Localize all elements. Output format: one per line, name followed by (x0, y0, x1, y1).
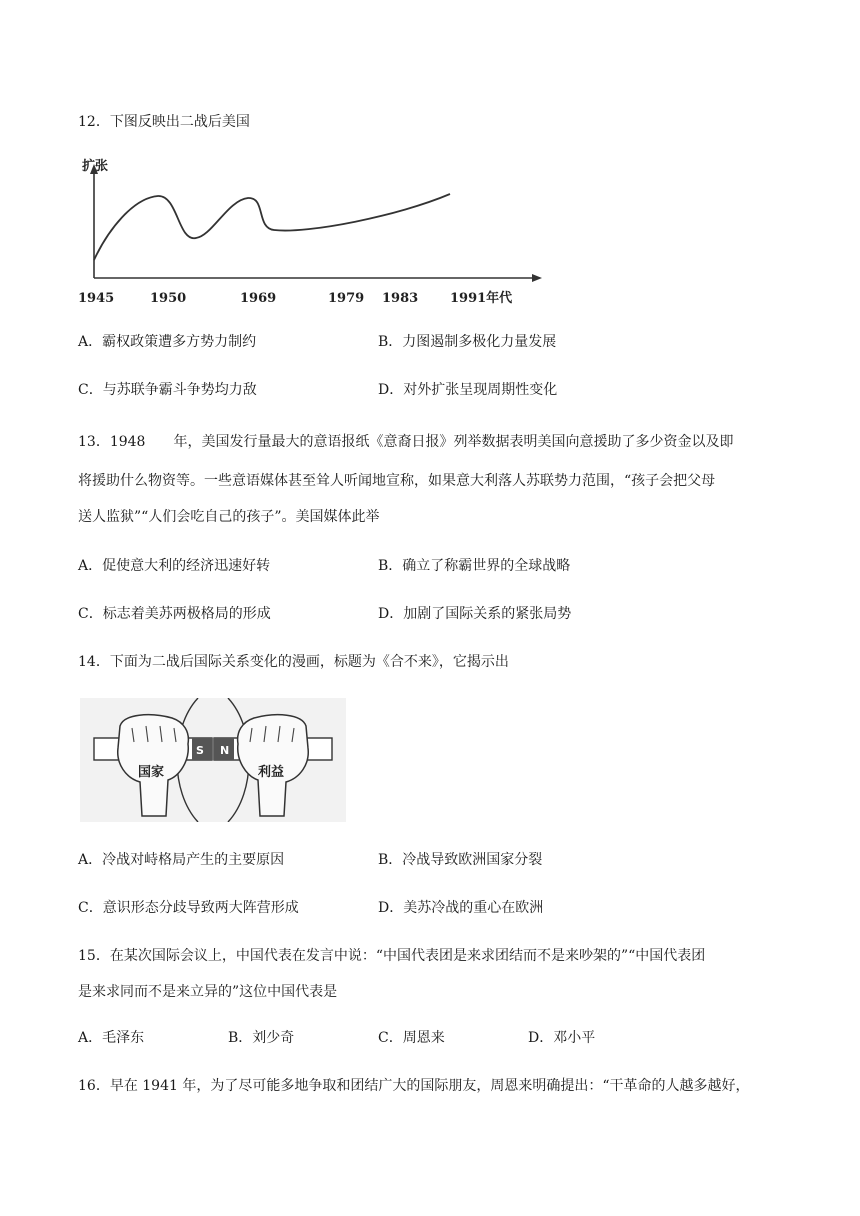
q13-stem-line1: 13．1948 年，美国发行量最大的意语报纸《意裔日报》列举数据表明美国向意援助了多少资金以及即 (78, 434, 734, 450)
tick-1991: 1991年代 (450, 291, 513, 306)
q14-option-a: A．冷战对峙格局产生的主要原因 (78, 852, 285, 868)
x-axis-arrow (532, 274, 542, 282)
q13-option-d: D．加剧了国际关系的紧张局势 (378, 606, 572, 622)
tick-1979: 1979 (328, 291, 365, 306)
q13-stem-line3: 送人监狱”“人们会吃自己的孩子”。美国媒体此举 (78, 509, 380, 525)
q12-option-d: D．对外扩张呈现周期性变化 (378, 382, 558, 398)
q13-stem-line2: 将援助什么物资等。一些意语媒体甚至耸人听闻地宣称，如果意大利落人苏联势力范围，“孩子会把父母 (78, 473, 716, 489)
tick-1969: 1969 (240, 291, 277, 306)
q15-stem-line2: 是来求同而不是来立异的”这位中国代表是 (78, 984, 338, 1000)
q16-stem-line1: 16．早在 1941 年，为了尽可能多地争取和团结广大的国际朋友，周恩来明确提出：“干革命的人越多越好， (78, 1078, 750, 1094)
cartoon-right-label: 利益 (258, 765, 285, 780)
q14-stem: 14．下面为二战后国际关系变化的漫画，标题为《合不来》，它揭示出 (78, 654, 509, 670)
q12-stem: 12．下图反映出二战后美国 (78, 114, 250, 130)
cartoon-left-pole: S (196, 744, 204, 757)
q12-option-b: B．力图遏制多极化力量发展 (378, 334, 557, 350)
q13-option-a: A．促使意大利的经济迅速好转 (78, 558, 271, 574)
q15-stem-line1: 15．在某次国际会议上，中国代表在发言中说：“中国代表团是来求团结而不是来吵架的”“中国代表团 (78, 948, 706, 964)
q14-option-b: B．冷战导致欧洲国家分裂 (378, 852, 543, 868)
q15-option-d: D．邓小平 (528, 1030, 596, 1046)
q15-option-c: C．周恩来 (378, 1030, 445, 1046)
chart-ylabel: 扩张 (82, 159, 109, 174)
expansion-curve (94, 194, 450, 260)
cartoon-right-pole: N (220, 744, 230, 757)
q14-option-d: D．美苏冷战的重心在欧洲 (378, 900, 544, 916)
q13-option-c: C．标志着美苏两极格局的形成 (78, 606, 271, 622)
q15-option-a: A．毛泽东 (78, 1030, 145, 1046)
q12-option-a: A．霸权政策遭多方势力制约 (78, 334, 257, 350)
cartoon-left-label: 国家 (138, 765, 165, 780)
tick-1983: 1983 (382, 291, 419, 306)
tick-1945: 1945 (78, 291, 115, 306)
q12-option-c: C．与苏联争霸斗争势均力敌 (78, 382, 257, 398)
q13-option-b: B．确立了称霸世界的全球战略 (378, 558, 571, 574)
q12-expansion-chart (78, 150, 548, 310)
q14-cartoon-image (80, 698, 346, 822)
q14-option-c: C．意识形态分歧导致两大阵营形成 (78, 900, 299, 916)
tick-1950: 1950 (150, 291, 187, 306)
q15-option-b: B．刘少奇 (228, 1030, 295, 1046)
